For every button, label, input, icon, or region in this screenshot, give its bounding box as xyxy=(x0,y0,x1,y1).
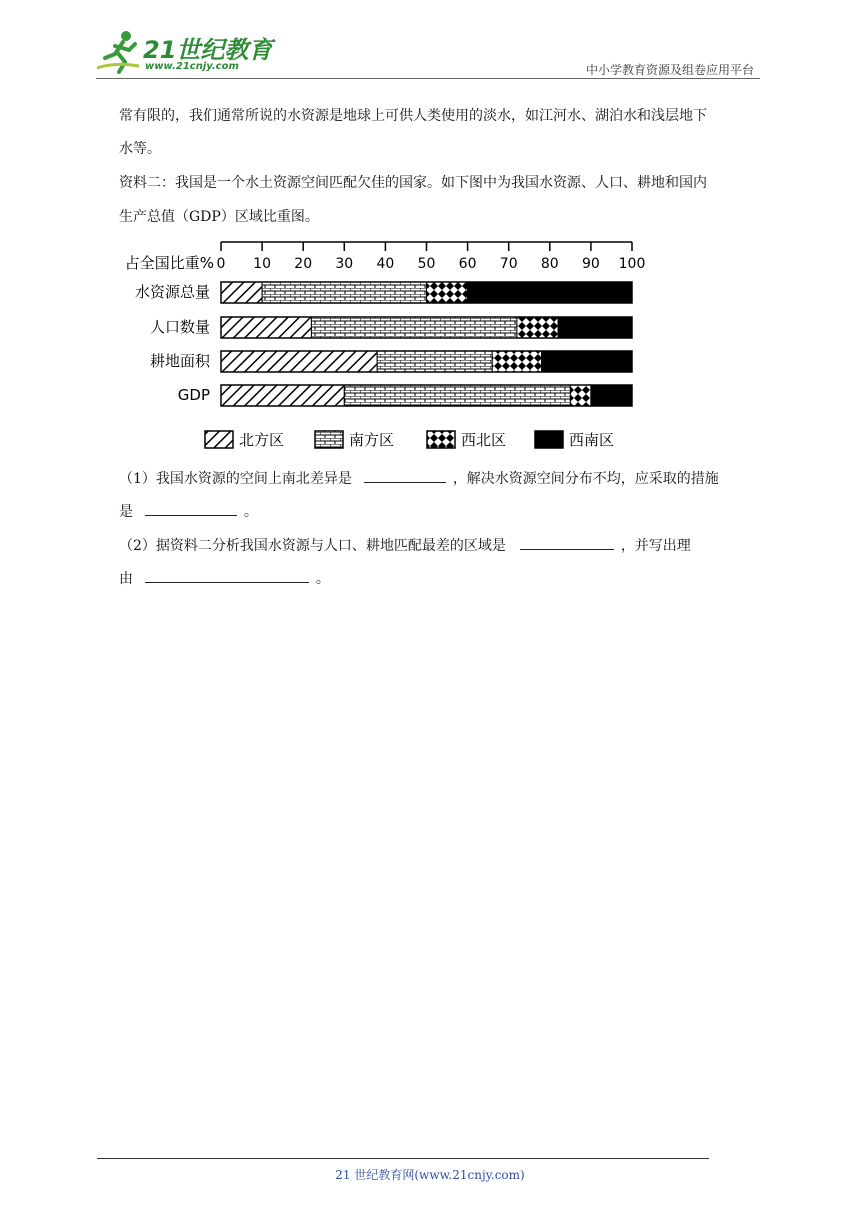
legend-label: 北方区 xyxy=(239,431,285,449)
footer-text: 21 世纪教育网(www.21cnjy.com) xyxy=(335,1168,525,1182)
axis-tick-label: 30 xyxy=(335,256,354,272)
bar-segment xyxy=(377,351,492,372)
bar-segment xyxy=(468,282,632,303)
question-2-line-1 xyxy=(119,537,761,553)
paragraph-line-4: 生产总值（GDP）区域比重图。 xyxy=(119,209,319,225)
logo-text: 21世纪教育 xyxy=(143,36,273,64)
question-1-text-a: （1）我国水资源的空间上南北差异是 xyxy=(119,471,352,487)
question-1-text-b: ，解决水资源空间分布不均，应采取的措施 xyxy=(452,471,719,487)
legend-label: 南方区 xyxy=(349,431,395,449)
question-1-text-c: 是 xyxy=(119,504,133,520)
runner-icon xyxy=(95,28,141,76)
logo-url: www.21cnjy.com xyxy=(145,61,239,72)
bar-segment xyxy=(558,317,632,338)
question-1-line-2 xyxy=(119,503,761,519)
axis-tick-label: 60 xyxy=(458,256,477,272)
axis-tick-label: 40 xyxy=(376,256,395,272)
bar-segment xyxy=(262,282,426,303)
bar-segment xyxy=(221,351,377,372)
bar-segment xyxy=(221,317,311,338)
question-1-end: 。 xyxy=(243,504,258,520)
legend-label: 西北区 xyxy=(461,431,507,449)
axis-tick-label: 50 xyxy=(417,256,436,272)
paragraph-line-2: 水等。 xyxy=(119,141,161,157)
bar-segment xyxy=(221,282,262,303)
category-label: 耕地面积 xyxy=(149,352,210,370)
axis-tick-label: 100 xyxy=(618,256,646,272)
region-share-chart xyxy=(110,234,670,458)
bar-segment xyxy=(311,317,517,338)
axis-tick-label: 90 xyxy=(581,256,600,272)
header-divider xyxy=(96,78,760,79)
answer-blank-4[interactable] xyxy=(145,570,309,583)
answer-blank-3[interactable] xyxy=(520,537,614,550)
axis-tick-label: 10 xyxy=(253,256,272,272)
bar-segment xyxy=(591,385,632,406)
question-1-line-1 xyxy=(119,470,761,486)
axis-tick-label: 80 xyxy=(540,256,559,272)
footer-divider xyxy=(97,1158,709,1159)
bar-segment xyxy=(542,351,632,372)
axis-tick-label: 0 xyxy=(216,256,226,272)
question-2-end: 。 xyxy=(315,571,330,587)
axis-tick-label: 70 xyxy=(499,256,518,272)
platform-label: 中小学教育资源及组卷应用平台 xyxy=(585,63,754,77)
legend-swatch xyxy=(427,431,455,448)
bar-segment xyxy=(221,385,344,406)
legend-swatch xyxy=(205,431,233,448)
paragraph-line-3: 资料二：我国是一个水土资源空间匹配欠佳的国家。如下图中为我国水资源、人口、耕地和国内 xyxy=(119,175,707,191)
site-logo[interactable] xyxy=(95,28,273,78)
legend-swatch xyxy=(315,431,343,448)
question-2-text-c: 由 xyxy=(119,571,133,587)
category-label: GDP xyxy=(177,386,210,404)
bar-segment xyxy=(344,385,570,406)
bar-segment xyxy=(517,317,558,338)
category-label: 人口数量 xyxy=(149,318,210,336)
bar-segment xyxy=(492,351,541,372)
answer-blank-2[interactable] xyxy=(145,503,237,516)
question-2-line-2 xyxy=(119,570,761,586)
category-label: 水资源总量 xyxy=(134,283,210,301)
legend-label: 西南区 xyxy=(569,431,615,449)
question-2-text-a: （2）据资料二分析我国水资源与人口、耕地匹配最差的区域是 xyxy=(119,538,506,554)
question-2-text-b: ，并写出理 xyxy=(620,538,691,554)
axis-title: 占全国比重% xyxy=(124,254,214,272)
legend-swatch xyxy=(535,431,563,448)
bar-segment xyxy=(427,282,468,303)
answer-blank-1[interactable] xyxy=(364,470,446,483)
axis-tick-label: 20 xyxy=(294,256,313,272)
bar-segment xyxy=(570,385,591,406)
paragraph-line-1: 常有限的，我们通常所说的水资源是地球上可供人类使用的淡水，如江河水、湖泊水和浅层地下 xyxy=(119,108,707,124)
